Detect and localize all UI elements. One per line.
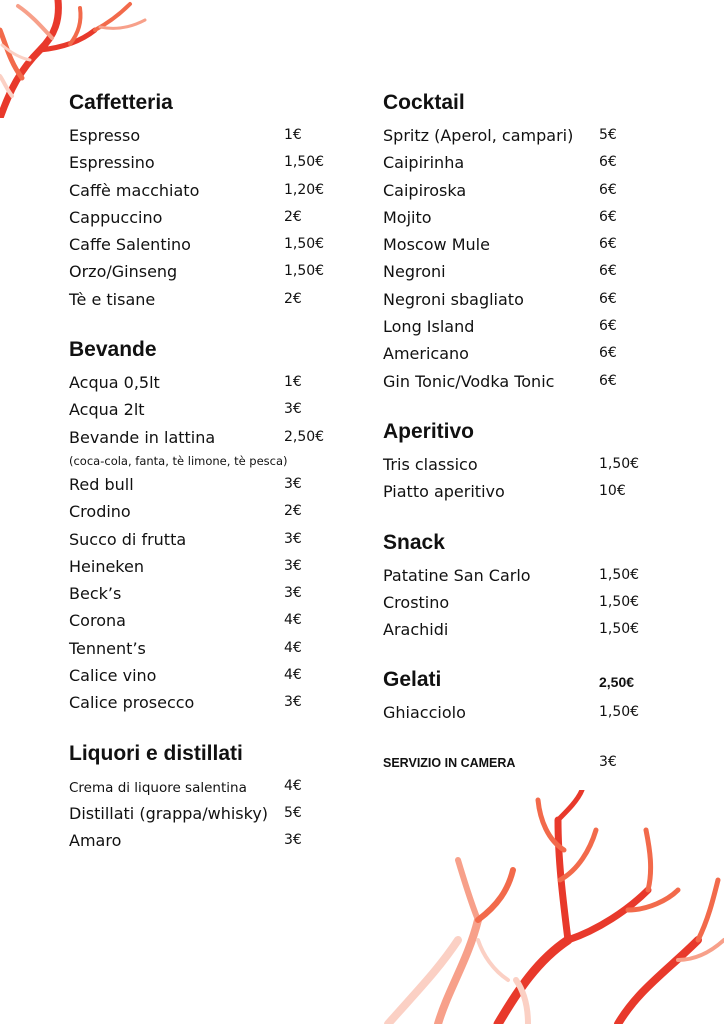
item-price: 1,50€	[599, 704, 640, 721]
menu-item	[69, 424, 349, 451]
menu-item	[69, 177, 349, 204]
section-title: Snack	[383, 530, 445, 554]
item-name: Caipirinha	[383, 153, 465, 173]
item-name: Patatine San Carlo	[383, 565, 531, 585]
section-title-price: 2,50€	[599, 674, 635, 691]
section-title: Aperitivo	[383, 419, 475, 443]
menu-item	[69, 286, 349, 313]
item-name: Ghiacciolo	[383, 703, 466, 723]
menu-item	[69, 122, 349, 149]
item-price: 6€	[599, 318, 617, 335]
menu-item	[383, 340, 683, 367]
item-price: 6€	[599, 181, 617, 198]
menu-item	[383, 231, 683, 258]
menu-item	[383, 313, 683, 340]
item-name: Beck’s	[69, 584, 122, 604]
menu-item	[383, 204, 683, 231]
menu-item	[383, 451, 683, 478]
menu-item	[383, 589, 683, 616]
menu-item	[69, 526, 349, 553]
item-name: Espressino	[69, 153, 155, 173]
item-price: 6€	[599, 154, 617, 171]
item-name: Mojito	[383, 207, 432, 227]
menu-item	[69, 258, 349, 285]
item-name: Acqua 2lt	[69, 400, 145, 420]
item-price: 1,50€	[599, 621, 640, 638]
menu-item	[383, 149, 683, 176]
item-price: 6€	[599, 263, 617, 280]
section-title: Bevande	[69, 338, 157, 362]
menu-item	[69, 662, 349, 689]
item-price: 1,50€	[284, 154, 325, 171]
menu-item	[383, 699, 683, 726]
item-price: 6€	[599, 290, 617, 307]
item-price: 6€	[599, 236, 617, 253]
menu-item	[383, 478, 683, 505]
item-price: 3€	[284, 530, 302, 547]
section-cocktail	[383, 90, 683, 395]
item-price: 6€	[599, 208, 617, 225]
item-price: 2€	[284, 208, 302, 225]
item-name: Negroni	[383, 262, 446, 282]
item-name: Long Island	[383, 317, 475, 337]
menu-item	[383, 258, 683, 285]
item-name: Caipiroska	[383, 180, 467, 200]
item-name: Tris classico	[383, 454, 478, 474]
menu-item	[69, 607, 349, 634]
item-price: 5€	[599, 127, 617, 143]
menu-item	[69, 498, 349, 525]
item-name: Distillati (grappa/whisky)	[69, 803, 269, 823]
right-column	[383, 90, 683, 773]
item-price: 4€	[284, 612, 302, 629]
item-name: Corona	[69, 611, 126, 631]
item-name: Caffè macchiato	[69, 180, 200, 200]
item-name: Piatto aperitivo	[383, 482, 505, 502]
section-gelati	[383, 667, 683, 726]
item-price: 3€	[284, 832, 302, 849]
section-liquori	[69, 741, 349, 855]
section-title	[383, 667, 683, 693]
item-price: 3€	[284, 475, 302, 492]
item-price: 3€	[284, 694, 302, 711]
menu-item	[69, 396, 349, 423]
menu-item	[69, 689, 349, 716]
menu-item	[383, 177, 683, 204]
item-price: 5€	[284, 804, 302, 821]
item-name: Red bull	[69, 474, 134, 494]
section-title: Cocktail	[383, 91, 465, 114]
item-price: 1,50€	[284, 236, 325, 253]
menu-item	[69, 553, 349, 580]
item-price: 3€	[284, 557, 302, 574]
item-price: 4€	[284, 639, 302, 656]
item-name: Espresso	[69, 126, 141, 145]
coral-decoration-bottom-right-icon	[378, 790, 724, 1024]
menu-item	[383, 616, 683, 643]
item-price: 4€	[284, 667, 302, 684]
section-title: Liquori e distillati	[69, 741, 243, 765]
item-price: 1,50€	[599, 566, 640, 583]
room-service-line	[383, 751, 683, 773]
menu-item	[69, 231, 349, 258]
room-service-label: SERVIZIO IN CAMERA	[383, 755, 516, 770]
menu-item	[69, 471, 349, 498]
section-bevande	[69, 337, 349, 717]
item-price: 2€	[284, 503, 302, 520]
item-price: 6€	[599, 345, 617, 362]
menu-item	[383, 562, 683, 589]
item-price: 4€	[284, 777, 302, 794]
item-name: Americano	[383, 344, 469, 364]
room-service-price: 3€	[599, 753, 617, 770]
item-name: Spritz (Aperol, campari)	[383, 126, 574, 145]
item-name: Tennent’s	[69, 638, 146, 658]
item-price: 1,50€	[284, 263, 325, 280]
item-name: Heineken	[69, 556, 144, 576]
item-name: Gin Tonic/Vodka Tonic	[383, 371, 555, 391]
item-name: Calice vino	[69, 666, 157, 686]
item-name: Crema di liquore salentina	[69, 779, 247, 796]
menu-item	[383, 286, 683, 313]
item-name: Crodino	[69, 502, 131, 522]
section-caffetteria	[69, 90, 349, 313]
item-name: Amaro	[69, 831, 122, 851]
left-column	[69, 90, 349, 879]
item-price: 10€	[599, 483, 626, 500]
item-name: Acqua 0,5lt	[69, 373, 160, 393]
section-aperitivo	[383, 419, 683, 506]
item-price: 2,50€	[284, 428, 325, 445]
menu-item	[69, 369, 349, 396]
menu-item	[69, 149, 349, 176]
item-price: 1,50€	[599, 455, 640, 472]
item-price: 1€	[284, 374, 302, 391]
menu-item	[69, 204, 349, 231]
item-name: Orzo/Ginseng	[69, 262, 178, 282]
menu-item	[69, 800, 349, 827]
menu-item	[69, 827, 349, 854]
section-title-text: Gelati	[383, 668, 442, 692]
item-name: Negroni sbagliato	[383, 289, 524, 309]
item-note: (coca-cola, fanta, tè limone, tè pesca)	[69, 453, 288, 468]
item-name: Caffe Salentino	[69, 235, 191, 255]
item-price: 3€	[284, 401, 302, 418]
item-name: Crostino	[383, 592, 450, 612]
item-name: Calice prosecco	[69, 693, 195, 713]
item-price: 1,50€	[599, 593, 640, 610]
item-price: 3€	[284, 585, 302, 602]
menu-item	[383, 368, 683, 395]
item-name: Tè e tisane	[69, 289, 156, 309]
item-name: Arachidi	[383, 620, 449, 640]
section-title: Caffetteria	[69, 91, 173, 114]
menu-item	[383, 122, 683, 149]
item-price: 6€	[599, 372, 617, 389]
menu-item	[69, 773, 349, 800]
item-name: Cappuccino	[69, 207, 163, 227]
item-name: Succo di frutta	[69, 529, 187, 549]
menu-item	[69, 580, 349, 607]
item-name: Moscow Mule	[383, 235, 490, 255]
section-snack	[383, 530, 683, 644]
item-price: 1€	[284, 127, 302, 143]
item-price: 1,20€	[284, 181, 325, 198]
item-name: Bevande in lattina	[69, 427, 216, 447]
item-price: 2€	[284, 290, 302, 307]
menu-item	[69, 635, 349, 662]
